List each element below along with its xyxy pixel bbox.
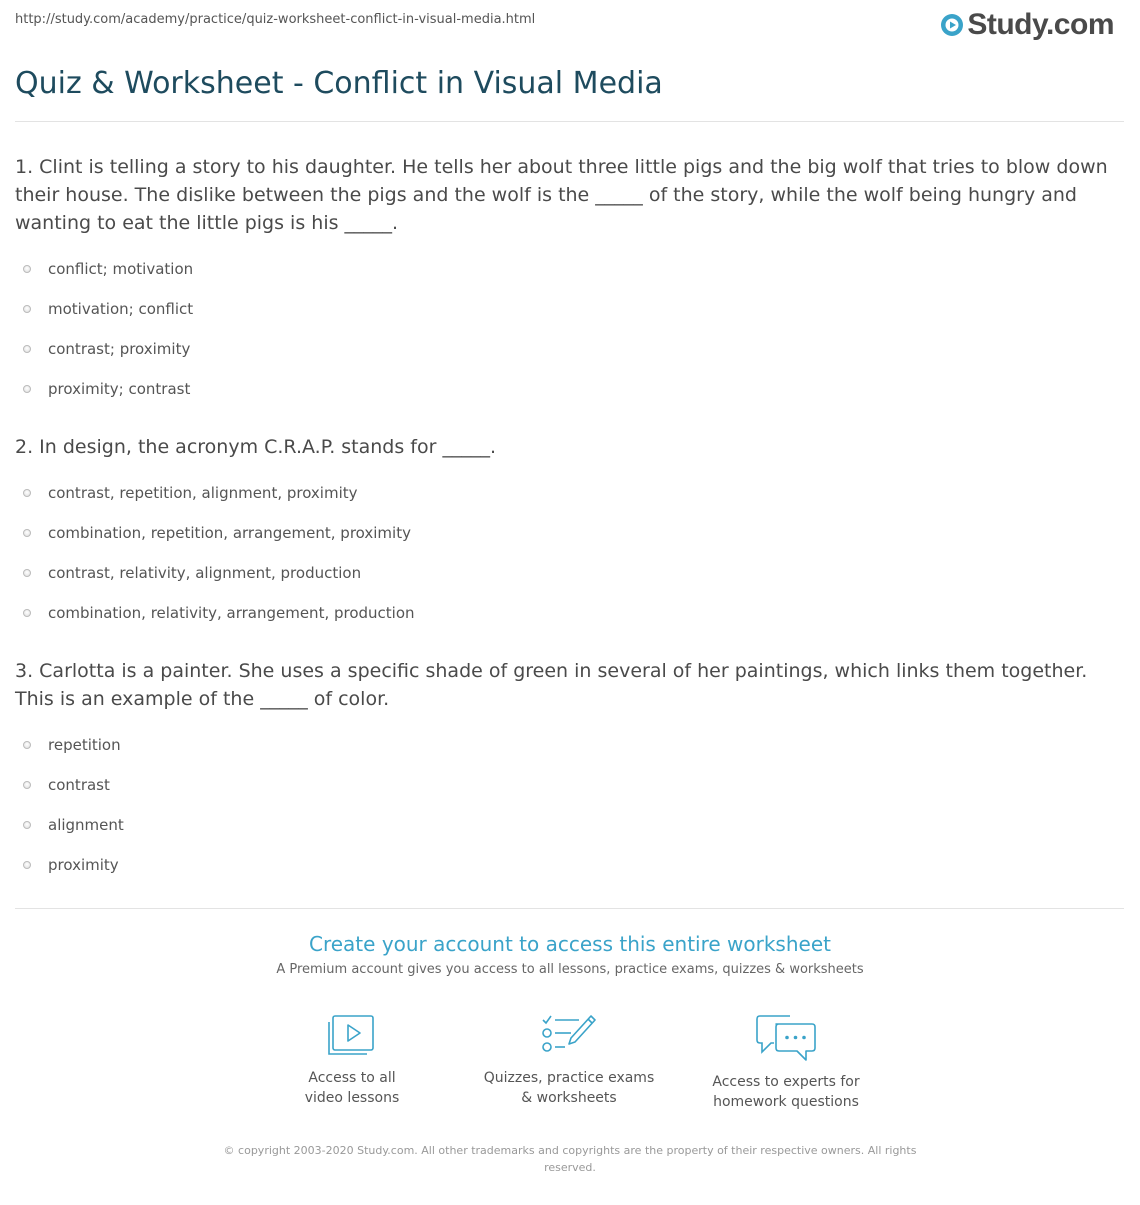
answer-options [15,249,1125,409]
answer-option[interactable] [15,845,1125,885]
answer-option[interactable] [15,553,1125,593]
logo-text: Study.com [967,8,1114,41]
answer-option[interactable] [15,329,1125,369]
option-label: contrast [48,776,110,794]
feature-video-lessons [252,1012,452,1108]
radio-button[interactable] [23,609,31,617]
answer-option[interactable] [15,765,1125,805]
radio-button[interactable] [23,821,31,829]
cta-subtitle: A Premium account gives you access to all lessons, practice exams, quizzes & worksheets [276,962,864,977]
option-label: repetition [48,736,121,754]
option-label: proximity; contrast [48,380,191,398]
question-text: 1. Clint is telling a story to his daughter. He tells her about three little pigs and the big wolf that tries to blow down their house. The dislike between the pigs and the wolf is the _____ of the story, while the wolf being hungry and wanting to eat the little pigs is his _____. [15,156,1108,234]
answer-option[interactable] [15,289,1125,329]
answer-option[interactable] [15,513,1125,553]
answer-option[interactable] [15,725,1125,765]
radio-button[interactable] [23,781,31,789]
answer-options [15,473,1125,633]
feature-label: Access to experts for [712,1074,860,1090]
question-1 [15,153,1125,409]
option-label: contrast; proximity [48,340,191,358]
feature-label: & worksheets [521,1090,617,1106]
answer-options [15,725,1125,885]
question-2 [15,433,1125,633]
title-divider [15,121,1124,122]
chat-bubbles-icon [754,1012,818,1062]
page-url: http://study.com/academy/practice/quiz-worksheet-conflict-in-visual-media.html [15,12,536,27]
radio-button[interactable] [23,529,31,537]
play-logo-icon [940,13,964,37]
quiz-checklist-icon [539,1012,599,1058]
feature-experts [686,1012,886,1112]
copyright-notice: © copyright 2003-2020 Study.com. All other trademarks and copyrights are the property of their respective owners. All rights reserved. [223,1144,917,1174]
study-logo[interactable] [940,8,1114,42]
radio-button[interactable] [23,265,31,273]
answer-option[interactable] [15,369,1125,409]
feature-label: homework questions [713,1094,859,1110]
option-label: alignment [48,816,124,834]
option-label: conflict; motivation [48,260,194,278]
option-label: combination, relativity, arrangement, production [48,604,415,622]
radio-button[interactable] [23,861,31,869]
question-3 [15,657,1125,885]
answer-option[interactable] [15,805,1125,845]
option-label: motivation; conflict [48,300,194,318]
cta-divider [15,908,1124,909]
option-label: contrast, repetition, alignment, proximity [48,484,358,502]
radio-button[interactable] [23,385,31,393]
answer-option[interactable] [15,593,1125,633]
radio-button[interactable] [23,741,31,749]
video-lesson-icon [325,1012,379,1058]
answer-option[interactable] [15,473,1125,513]
radio-button[interactable] [23,569,31,577]
answer-option[interactable] [15,249,1125,289]
cta-title-link[interactable]: Create your account to access this entire worksheet [309,932,831,956]
option-label: proximity [48,856,119,874]
radio-button[interactable] [23,345,31,353]
feature-label: Quizzes, practice exams [483,1070,655,1086]
option-label: contrast, relativity, alignment, production [48,564,362,582]
radio-button[interactable] [23,305,31,313]
feature-quizzes [469,1012,669,1108]
question-text: 3. Carlotta is a painter. She uses a specific shade of green in several of her paintings, which links them together. This is an example of the _____ of color. [15,660,1088,710]
option-label: combination, repetition, arrangement, proximity [48,524,411,542]
feature-label: video lessons [304,1090,400,1106]
question-text: 2. In design, the acronym C.R.A.P. stands for _____. [15,436,497,458]
page-title: Quiz & Worksheet - Conflict in Visual Media [15,66,663,101]
feature-label: Access to all [308,1070,396,1086]
radio-button[interactable] [23,489,31,497]
